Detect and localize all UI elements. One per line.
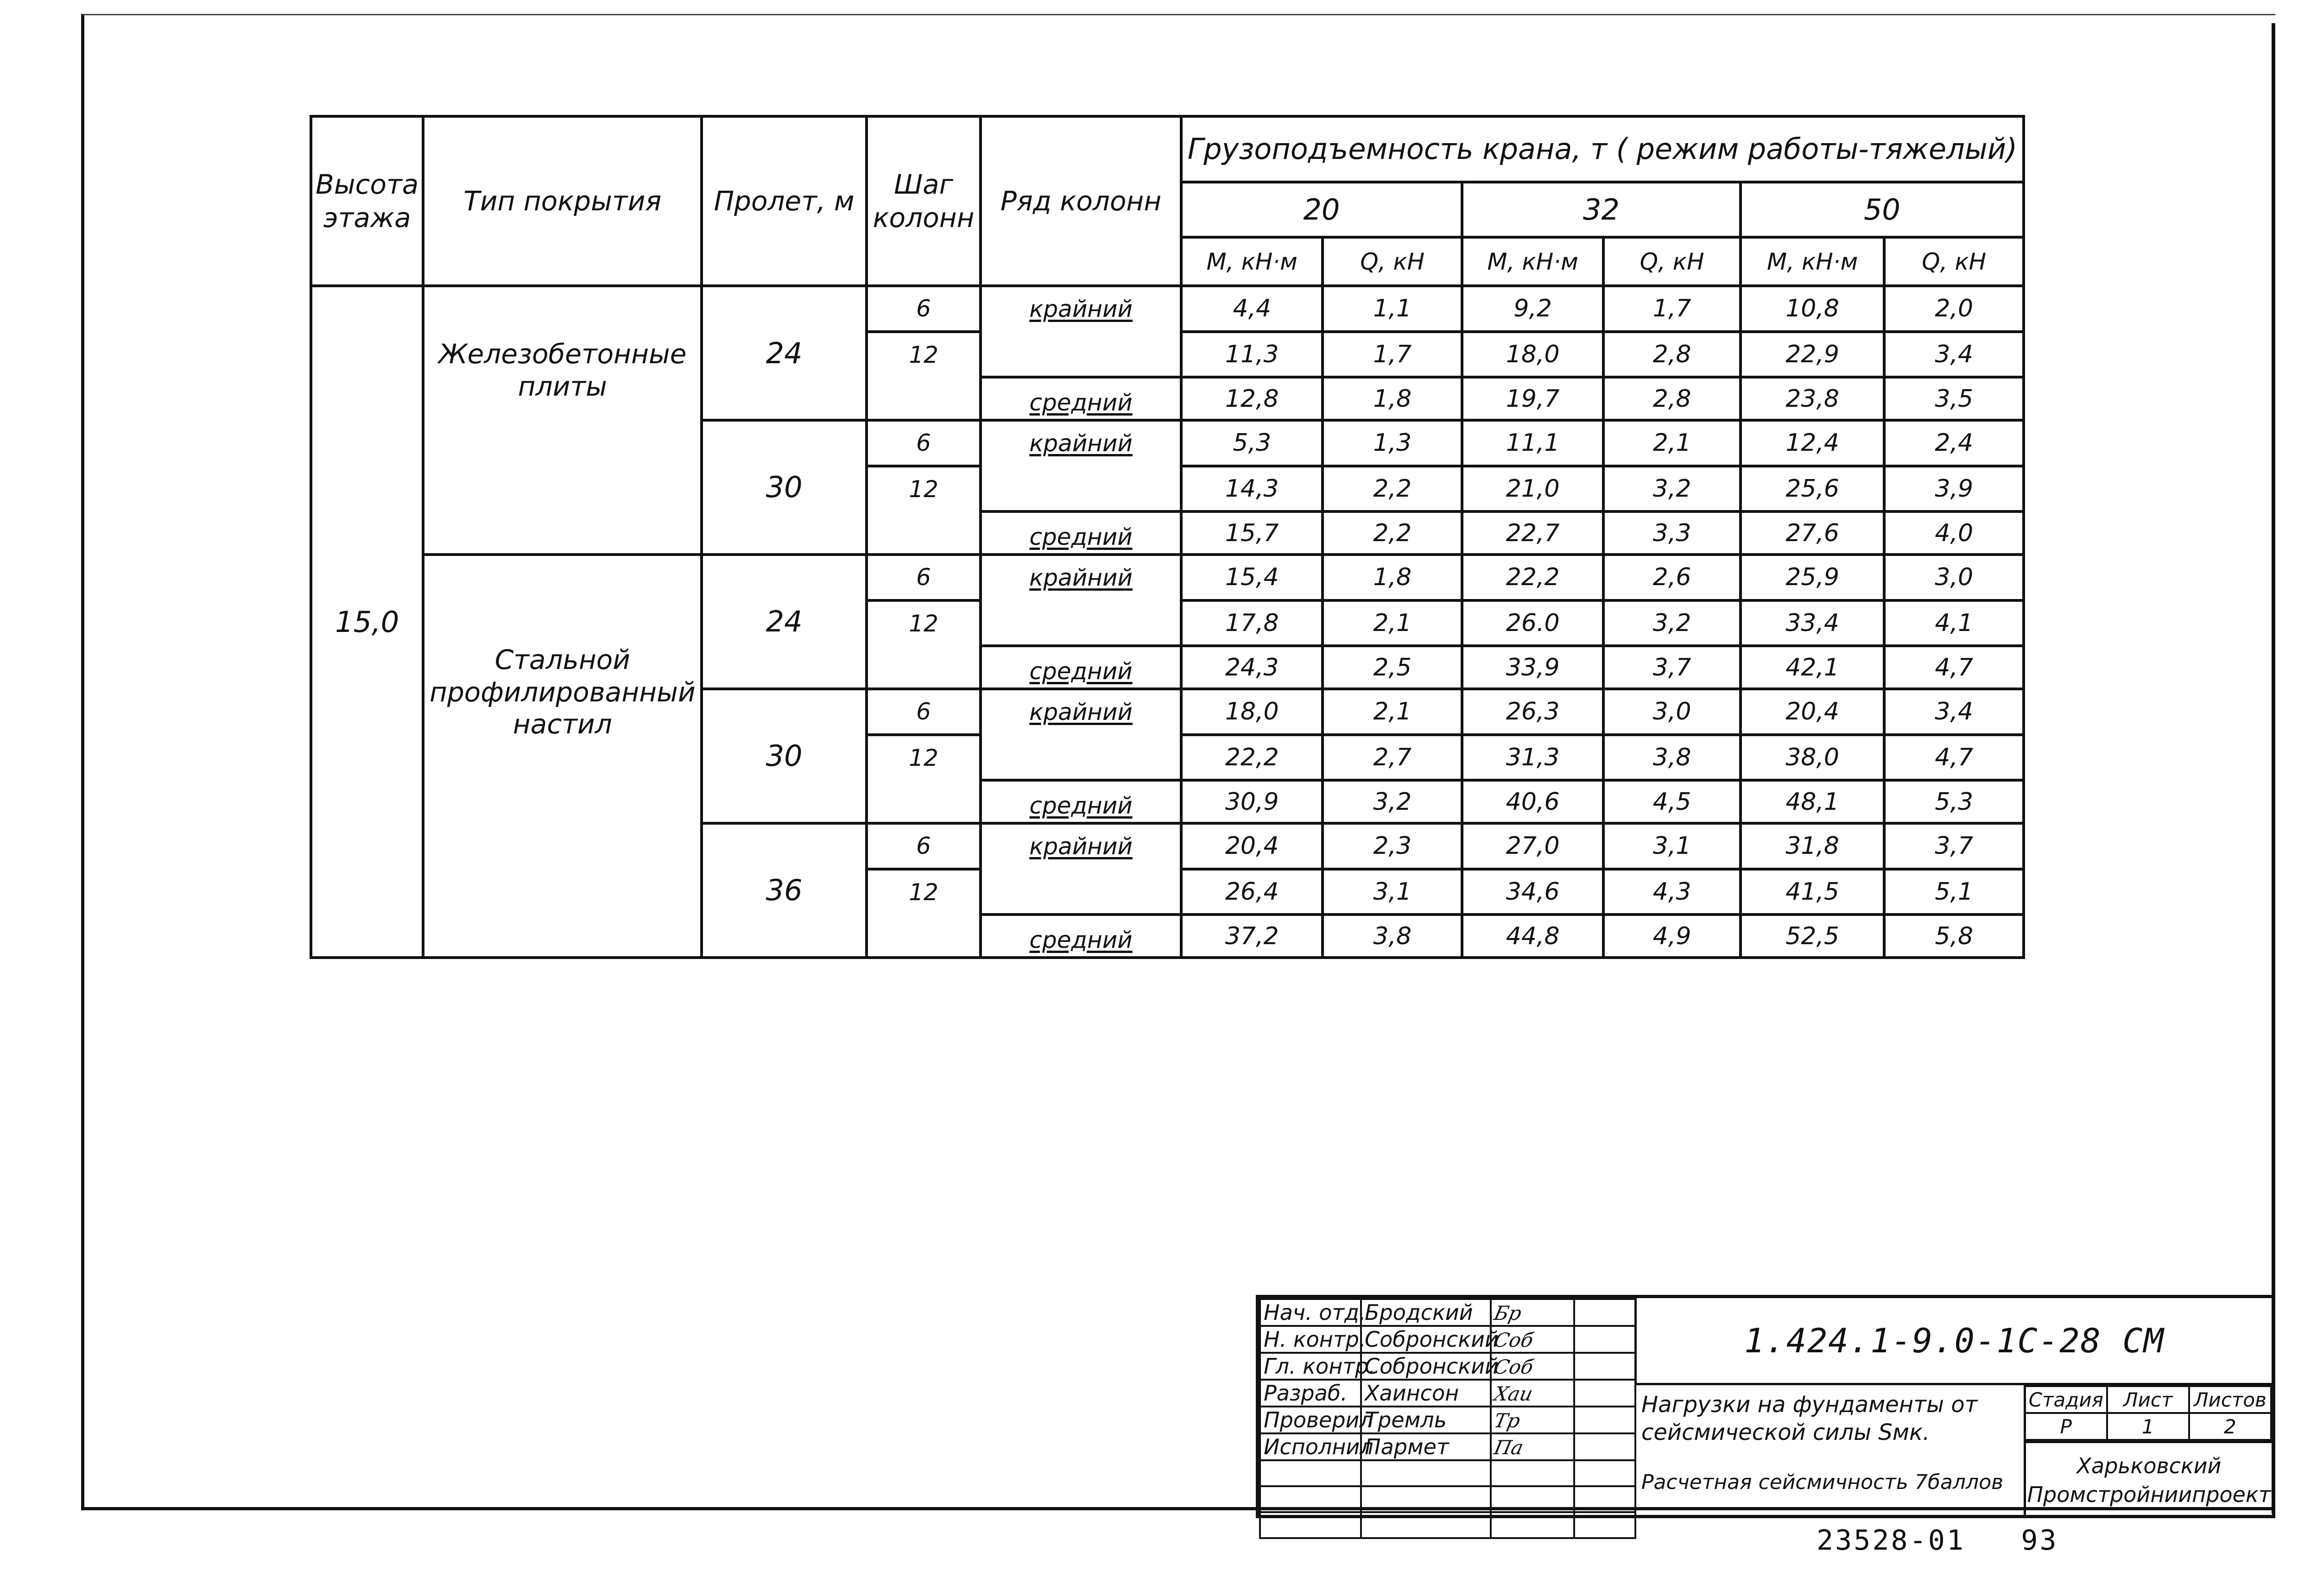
shear-value: 1,8 — [1323, 555, 1462, 600]
shear-value: 3,9 — [1884, 466, 2024, 512]
column-step-value: 12 — [867, 332, 981, 420]
shear-value: 2,2 — [1323, 511, 1462, 555]
shear-value: 2,4 — [1884, 420, 2024, 466]
stamp-date — [1574, 1380, 1635, 1407]
shear-value: 1,3 — [1323, 420, 1462, 466]
shear-value: 3,5 — [1884, 377, 2024, 420]
shear-value: 3,0 — [1603, 689, 1740, 735]
column-row-kind: средний — [981, 915, 1181, 958]
column-step-value: 12 — [867, 600, 981, 689]
sheet-right-border — [2272, 23, 2275, 1514]
moment-value: 19,7 — [1462, 377, 1603, 420]
header-crane-capacity: Грузоподъемность крана, т ( режим работы-тяжелый) — [1181, 116, 2024, 182]
floor-height-value: 15,0 — [311, 286, 423, 958]
moment-value: 48,1 — [1741, 780, 1884, 823]
shear-value: 5,8 — [1884, 915, 2024, 958]
signature-mark: Бр — [1492, 1302, 1524, 1325]
moment-value: 27,0 — [1462, 823, 1603, 869]
signature-mark: Па — [1492, 1436, 1526, 1459]
stamp-role: Разраб. — [1260, 1380, 1361, 1407]
moment-value: 30,9 — [1181, 780, 1323, 823]
empty-cell — [1574, 1486, 1635, 1512]
document-title-line1: Нагрузки на фундаменты от сейсмической силы Sмк. — [1641, 1392, 1978, 1445]
signature-row — [1260, 1433, 1635, 1460]
moment-value: 40,6 — [1462, 780, 1603, 823]
roof-type-cell: Железобетонные плиты — [423, 286, 702, 555]
shear-value: 4,5 — [1603, 780, 1740, 823]
column-step-value: 6 — [867, 823, 981, 869]
empty-cell — [1574, 1460, 1635, 1486]
shear-value: 2,1 — [1323, 689, 1462, 735]
signature-mark: Тр — [1492, 1409, 1523, 1432]
moment-value: 26.0 — [1462, 600, 1603, 646]
shear-value: 2,5 — [1323, 646, 1462, 689]
document-title — [1641, 1391, 2021, 1511]
shear-value: 3,4 — [1884, 689, 2024, 735]
stage-sheet-grid — [2024, 1385, 2272, 1441]
moment-value: 31,3 — [1462, 735, 1603, 781]
stamp-date — [1574, 1353, 1635, 1380]
shear-value: 2,0 — [1884, 286, 2024, 332]
header-span: Пролет, м — [702, 116, 867, 286]
document-title-line2: Расчетная сейсмичность 7баллов — [1641, 1470, 2004, 1494]
sheets-value: 2 — [2189, 1413, 2271, 1440]
moment-value: 4,4 — [1181, 286, 1323, 332]
moment-value: 10,8 — [1741, 286, 1884, 332]
stamp-role: Проверил — [1260, 1407, 1361, 1433]
moment-value: 31,8 — [1741, 823, 1884, 869]
moment-value: 12,4 — [1741, 420, 1884, 466]
moment-value: 25,9 — [1741, 555, 1884, 600]
column-row-kind: средний — [981, 646, 1181, 689]
moment-value: 27,6 — [1741, 511, 1884, 555]
moment-value: 22,2 — [1181, 735, 1323, 781]
span-value: 30 — [702, 689, 867, 823]
moment-value: 20,4 — [1741, 689, 1884, 735]
column-row-kind: крайний — [981, 689, 1181, 780]
shear-value: 2,1 — [1603, 420, 1740, 466]
span-value: 24 — [702, 555, 867, 689]
shear-value: 3,8 — [1323, 915, 1462, 958]
header-moment-unit: М, кН·м — [1462, 237, 1603, 286]
shear-value: 3,1 — [1603, 823, 1740, 869]
column-row-kind: крайний — [981, 555, 1181, 646]
empty-cell — [1491, 1512, 1574, 1538]
table-row — [311, 286, 2024, 332]
column-row-kind: крайний — [981, 823, 1181, 915]
stamp-role: Н. контр. — [1260, 1326, 1361, 1353]
shear-value: 4,3 — [1603, 869, 1740, 915]
moment-value: 26,4 — [1181, 869, 1323, 915]
stamp-person-name: Пармет — [1361, 1433, 1491, 1460]
shear-value: 4,9 — [1603, 915, 1740, 958]
moment-value: 33,9 — [1462, 646, 1603, 689]
empty-cell — [1361, 1460, 1491, 1486]
span-value: 36 — [702, 823, 867, 958]
moment-value: 25,6 — [1741, 466, 1884, 512]
signature — [1491, 1407, 1574, 1433]
organization-name: Харьковский Промстройниипроект — [2024, 1441, 2272, 1515]
shear-value: 3,2 — [1603, 466, 1740, 512]
empty-cell — [1491, 1486, 1574, 1512]
signature-row-empty — [1260, 1512, 1635, 1538]
shear-value: 1,8 — [1323, 377, 1462, 420]
signature — [1491, 1299, 1574, 1326]
archive-inventory-number: 23528-01 — [1817, 1524, 1965, 1557]
moment-value: 11,3 — [1181, 332, 1323, 378]
stamp-person-name: Хаинсон — [1361, 1380, 1491, 1407]
signature-row — [1260, 1407, 1635, 1433]
shear-value: 3,7 — [1884, 823, 2024, 869]
column-step-value: 12 — [867, 735, 981, 823]
header-moment-unit: М, кН·м — [1741, 237, 1884, 286]
shear-value: 2,6 — [1603, 555, 1740, 600]
span-value: 30 — [702, 420, 867, 555]
span-value: 24 — [702, 286, 867, 420]
stamp-role: Гл. контр. — [1260, 1353, 1361, 1380]
moment-value: 18,0 — [1181, 689, 1323, 735]
header-shear-unit: Q, кН — [1323, 237, 1462, 286]
shear-value: 2,8 — [1603, 377, 1740, 420]
empty-cell — [1361, 1512, 1491, 1538]
signature — [1491, 1353, 1574, 1380]
shear-value: 3,2 — [1603, 600, 1740, 646]
moment-value: 9,2 — [1462, 286, 1603, 332]
signature-row-empty — [1260, 1460, 1635, 1486]
signature-row — [1260, 1299, 1635, 1326]
column-row-kind: крайний — [981, 286, 1181, 377]
shear-value: 3,4 — [1884, 332, 2024, 378]
shear-value: 2,3 — [1323, 823, 1462, 869]
column-row-kind: средний — [981, 511, 1181, 555]
column-step-value: 6 — [867, 555, 981, 600]
shear-value: 3,3 — [1603, 511, 1740, 555]
column-row-kind: средний — [981, 780, 1181, 823]
moment-value: 26,3 — [1462, 689, 1603, 735]
moment-value: 21,0 — [1462, 466, 1603, 512]
moment-value: 52,5 — [1741, 915, 1884, 958]
moment-value: 14,3 — [1181, 466, 1323, 512]
shear-value: 1,7 — [1603, 286, 1740, 332]
stamp-date — [1574, 1407, 1635, 1433]
moment-value: 18,0 — [1462, 332, 1603, 378]
shear-value: 4,7 — [1884, 646, 2024, 689]
signature-mark: Хаи — [1492, 1382, 1535, 1405]
column-row-kind: средний — [981, 377, 1181, 420]
sheets-label: Листов — [2189, 1386, 2271, 1413]
empty-cell — [1574, 1512, 1635, 1538]
stamp-person-name: Собронский — [1361, 1326, 1491, 1353]
shear-value: 2,2 — [1323, 466, 1462, 512]
shear-value: 3,8 — [1603, 735, 1740, 781]
approval-signatures — [1259, 1298, 1636, 1539]
header-capacity-50: 50 — [1741, 182, 2024, 237]
moment-value: 12,8 — [1181, 377, 1323, 420]
stamp-date — [1574, 1299, 1635, 1326]
moment-value: 15,4 — [1181, 555, 1323, 600]
stamp-role: Исполнил — [1260, 1433, 1361, 1460]
document-code: 1.424.1-9.0-1С-28 СМ — [1634, 1298, 2272, 1385]
signature-row-empty — [1260, 1486, 1635, 1512]
column-row-kind: крайний — [981, 420, 1181, 511]
signature — [1491, 1380, 1574, 1407]
moment-value: 37,2 — [1181, 915, 1323, 958]
moment-value: 20,4 — [1181, 823, 1323, 869]
shear-value: 3,1 — [1323, 869, 1462, 915]
stamp-role: Нач. отд. — [1260, 1299, 1361, 1326]
moment-value: 15,7 — [1181, 511, 1323, 555]
stamp-date — [1574, 1433, 1635, 1460]
empty-cell — [1491, 1460, 1574, 1486]
moment-value: 17,8 — [1181, 600, 1323, 646]
moment-value: 5,3 — [1181, 420, 1323, 466]
header-capacity-20: 20 — [1181, 182, 1462, 237]
header-roof-type: Тип покрытия — [423, 116, 702, 286]
moment-value: 24,3 — [1181, 646, 1323, 689]
column-step-value: 12 — [867, 869, 981, 958]
moment-value: 22,7 — [1462, 511, 1603, 555]
stamp-person-name: Тремль — [1361, 1407, 1491, 1433]
shear-value: 3,2 — [1323, 780, 1462, 823]
signature — [1491, 1326, 1574, 1353]
moment-value: 11,1 — [1462, 420, 1603, 466]
shear-value: 4,1 — [1884, 600, 2024, 646]
signature-mark: Соб — [1492, 1329, 1536, 1351]
empty-cell — [1260, 1486, 1361, 1512]
archive-page-number: 93 — [2021, 1524, 2058, 1557]
roof-type-cell: Стальной профилированный настил — [423, 555, 702, 958]
moment-value: 42,1 — [1741, 646, 1884, 689]
column-step-value: 6 — [867, 420, 981, 466]
empty-cell — [1260, 1460, 1361, 1486]
shear-value: 5,3 — [1884, 780, 2024, 823]
header-moment-unit: М, кН·м — [1181, 237, 1323, 286]
shear-value: 3,7 — [1603, 646, 1740, 689]
moment-value: 34,6 — [1462, 869, 1603, 915]
stage-label: Стадия — [2025, 1386, 2107, 1413]
column-step-value: 6 — [867, 286, 981, 332]
signature-mark: Соб — [1492, 1356, 1536, 1378]
shear-value: 3,0 — [1884, 555, 2024, 600]
signature-row — [1260, 1380, 1635, 1407]
sheet-label: Лист — [2107, 1386, 2189, 1413]
shear-value: 2,7 — [1323, 735, 1462, 781]
column-step-value: 12 — [867, 466, 981, 555]
header-shear-unit: Q, кН — [1884, 237, 2024, 286]
shear-value: 1,1 — [1323, 286, 1462, 332]
moment-value: 22,9 — [1741, 332, 1884, 378]
archive-number — [1817, 1524, 2058, 1557]
moment-value: 38,0 — [1741, 735, 1884, 781]
signature-row — [1260, 1326, 1635, 1353]
shear-value: 2,8 — [1603, 332, 1740, 378]
header-floor-height: Высота этажа — [311, 116, 423, 286]
stamp-person-name: Бродский — [1361, 1299, 1491, 1326]
stage-value: Р — [2025, 1413, 2107, 1440]
foundation-loads-table — [310, 115, 2025, 959]
column-step-value: 6 — [867, 689, 981, 735]
header-shear-unit: Q, кН — [1603, 237, 1740, 286]
signature-row — [1260, 1353, 1635, 1380]
moment-value: 41,5 — [1741, 869, 1884, 915]
shear-value: 1,7 — [1323, 332, 1462, 378]
header-capacity-32: 32 — [1462, 182, 1741, 237]
moment-value: 23,8 — [1741, 377, 1884, 420]
table-row — [311, 555, 2024, 600]
moment-value: 33,4 — [1741, 600, 1884, 646]
header-column-step: Шаг колонн — [867, 116, 981, 286]
empty-cell — [1361, 1486, 1491, 1512]
moment-value: 44,8 — [1462, 915, 1603, 958]
title-block — [1256, 1295, 2275, 1518]
moment-value: 22,2 — [1462, 555, 1603, 600]
signature — [1491, 1433, 1574, 1460]
shear-value: 4,7 — [1884, 735, 2024, 781]
empty-cell — [1260, 1512, 1361, 1538]
shear-value: 5,1 — [1884, 869, 2024, 915]
shear-value: 2,1 — [1323, 600, 1462, 646]
stamp-person-name: Собронский — [1361, 1353, 1491, 1380]
sheet-value: 1 — [2107, 1413, 2189, 1440]
header-column-row: Ряд колонн — [981, 116, 1181, 286]
stamp-date — [1574, 1326, 1635, 1353]
shear-value: 4,0 — [1884, 511, 2024, 555]
